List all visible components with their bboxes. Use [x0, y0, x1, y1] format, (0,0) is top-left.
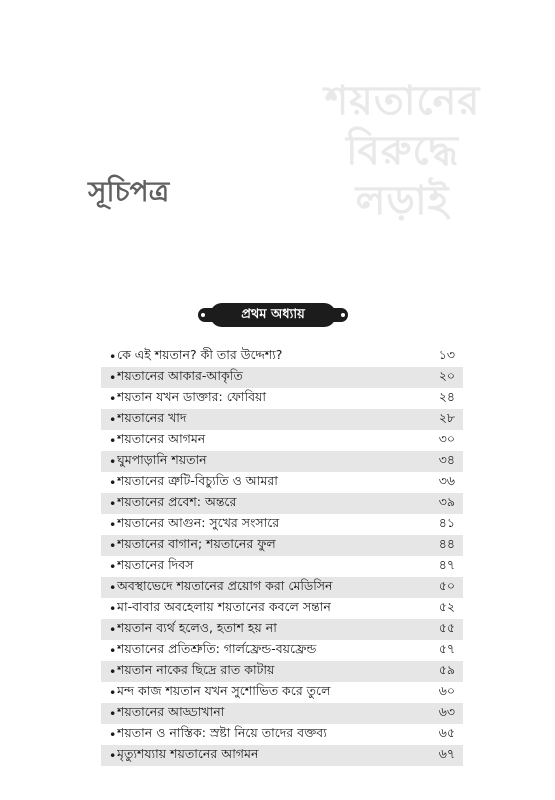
toc-entry-page: ৫৭	[438, 640, 455, 656]
toc-entry-page: ৩৬	[438, 472, 455, 488]
toc-entry-page: ৬৫	[438, 724, 455, 740]
bullet-icon: •	[109, 370, 117, 385]
toc-entry-page: ৫২	[438, 598, 455, 614]
toc-entry[interactable]	[101, 472, 463, 493]
toc-entry-page: ৫৫	[438, 619, 455, 635]
bullet-icon: •	[109, 622, 117, 637]
bullet-icon: •	[109, 349, 117, 364]
toc-entry-title: শয়তানের প্রতিশ্রুতি: গার্লফ্রেন্ড-বয়ফ্রেন্ড	[117, 640, 317, 656]
toc-entry-page: ৩৯	[438, 493, 455, 509]
toc-entry-page: ২০	[438, 367, 455, 383]
watermark-line-3: লড়াই	[355, 178, 450, 224]
bullet-icon: •	[109, 748, 117, 763]
bullet-icon: •	[109, 580, 117, 595]
toc-entry[interactable]	[101, 451, 463, 472]
bullet-icon: •	[109, 517, 117, 532]
bullet-icon: •	[109, 454, 117, 469]
bullet-icon: •	[109, 559, 117, 574]
toc-entry[interactable]	[101, 598, 463, 619]
toc-entry[interactable]	[101, 619, 463, 640]
watermark-line-2: বিরুদ্ধে	[346, 128, 459, 174]
toc-entry-title: শয়তানের দিবস	[117, 556, 194, 572]
bullet-icon: •	[109, 412, 117, 427]
toc-entry[interactable]	[101, 346, 463, 367]
toc-entry-title: শয়তানের আকার-আকৃতি	[117, 367, 243, 383]
toc-entry[interactable]	[101, 367, 463, 388]
toc-entry-page: ৩০	[438, 430, 455, 446]
toc-entry[interactable]	[101, 535, 463, 556]
toc-list	[101, 346, 463, 766]
toc-entry-title: ঘুমপাড়ানি শয়তান	[117, 451, 207, 467]
toc-entry[interactable]	[101, 745, 463, 766]
toc-entry[interactable]	[101, 577, 463, 598]
bullet-icon: •	[109, 685, 117, 700]
toc-entry-title: অবস্থাভেদে শয়তানের প্রয়োগ করা মেডিসিন	[117, 577, 333, 593]
bullet-icon: •	[109, 538, 117, 553]
toc-entry-title: মৃত্যুশয্যায় শয়তানের আগমন	[117, 745, 259, 761]
toc-heading: সূচিপত্র	[88, 175, 170, 208]
toc-entry-title: শয়তানের খাদ	[117, 409, 187, 425]
toc-entry[interactable]	[101, 388, 463, 409]
toc-entry-page: ২৮	[438, 409, 455, 425]
toc-entry[interactable]	[101, 514, 463, 535]
toc-entry-title: মন্দ কাজ শয়তান যখন সুশোভিত করে তুলে	[117, 682, 331, 698]
bullet-icon: •	[109, 475, 117, 490]
toc-entry-page: ১৩	[438, 346, 455, 362]
toc-entry-title: শয়তানের আড্ডাখানা	[117, 703, 225, 719]
bullet-icon: •	[109, 664, 117, 679]
toc-entry[interactable]	[101, 430, 463, 451]
toc-entry-title: শয়তানের আগমন	[117, 430, 206, 446]
toc-entry-page: ৫৯	[438, 661, 455, 677]
toc-entry-title: শয়তান ও নাস্তিক: স্রষ্টা নিয়ে তাদের বক্তব্য	[117, 724, 327, 740]
chapter-banner	[198, 303, 348, 327]
toc-entry[interactable]	[101, 640, 463, 661]
toc-entry-title: মা-বাবার অবহেলায় শয়তানের কবলে সন্তান	[117, 598, 331, 614]
toc-entry-page: ৬৩	[438, 703, 455, 719]
bullet-icon: •	[109, 496, 117, 511]
toc-entry[interactable]	[101, 724, 463, 745]
toc-entry-page: ২৪	[438, 388, 455, 404]
toc-entry-title: শয়তানের আগুন: সুখের সংসারে	[117, 514, 280, 530]
toc-entry-page: ৫০	[438, 577, 455, 593]
toc-entry[interactable]	[101, 493, 463, 514]
toc-entry-page: ৬৭	[438, 745, 455, 761]
toc-entry-title: শয়তানের বাগান; শয়তানের ফুল	[117, 535, 276, 551]
toc-entry-page: ৪৭	[438, 556, 455, 572]
bullet-icon: •	[109, 727, 117, 742]
toc-entry-page: ৩৪	[438, 451, 455, 467]
toc-entry-title: শয়তান নাকের ছিদ্রে রাত কাটায়	[117, 661, 275, 677]
chapter-label: প্রথম অধ্যায়	[241, 307, 305, 322]
bullet-icon: •	[109, 706, 117, 721]
toc-entry[interactable]	[101, 703, 463, 724]
toc-entry[interactable]	[101, 661, 463, 682]
toc-entry[interactable]	[101, 556, 463, 577]
toc-entry-title: শয়তানের প্রবেশ: অন্তরে	[117, 493, 237, 509]
toc-entry-page: ৬০	[438, 682, 455, 698]
bullet-icon: •	[109, 601, 117, 616]
toc-entry-title: শয়তানের ত্রুটি-বিচ্যুতি ও আমরা	[117, 472, 278, 488]
toc-entry-title: শয়তান ব্যর্থ হলেও, হতাশ হয় না	[117, 619, 277, 635]
toc-entry-title: কে এই শয়তান? কী তার উদ্দেশ্য?	[117, 346, 283, 362]
bullet-icon: •	[109, 433, 117, 448]
toc-entry-page: ৪৪	[438, 535, 455, 551]
book-title-watermark	[300, 76, 505, 226]
toc-entry-page: ৪১	[438, 514, 455, 530]
toc-entry-title: শয়তান যখন ডাক্তার: ফোবিয়া	[117, 388, 267, 404]
toc-entry[interactable]	[101, 409, 463, 430]
bullet-icon: •	[109, 391, 117, 406]
watermark-line-1: শয়তানের	[324, 78, 481, 124]
toc-entry[interactable]	[101, 682, 463, 703]
bullet-icon: •	[109, 643, 117, 658]
